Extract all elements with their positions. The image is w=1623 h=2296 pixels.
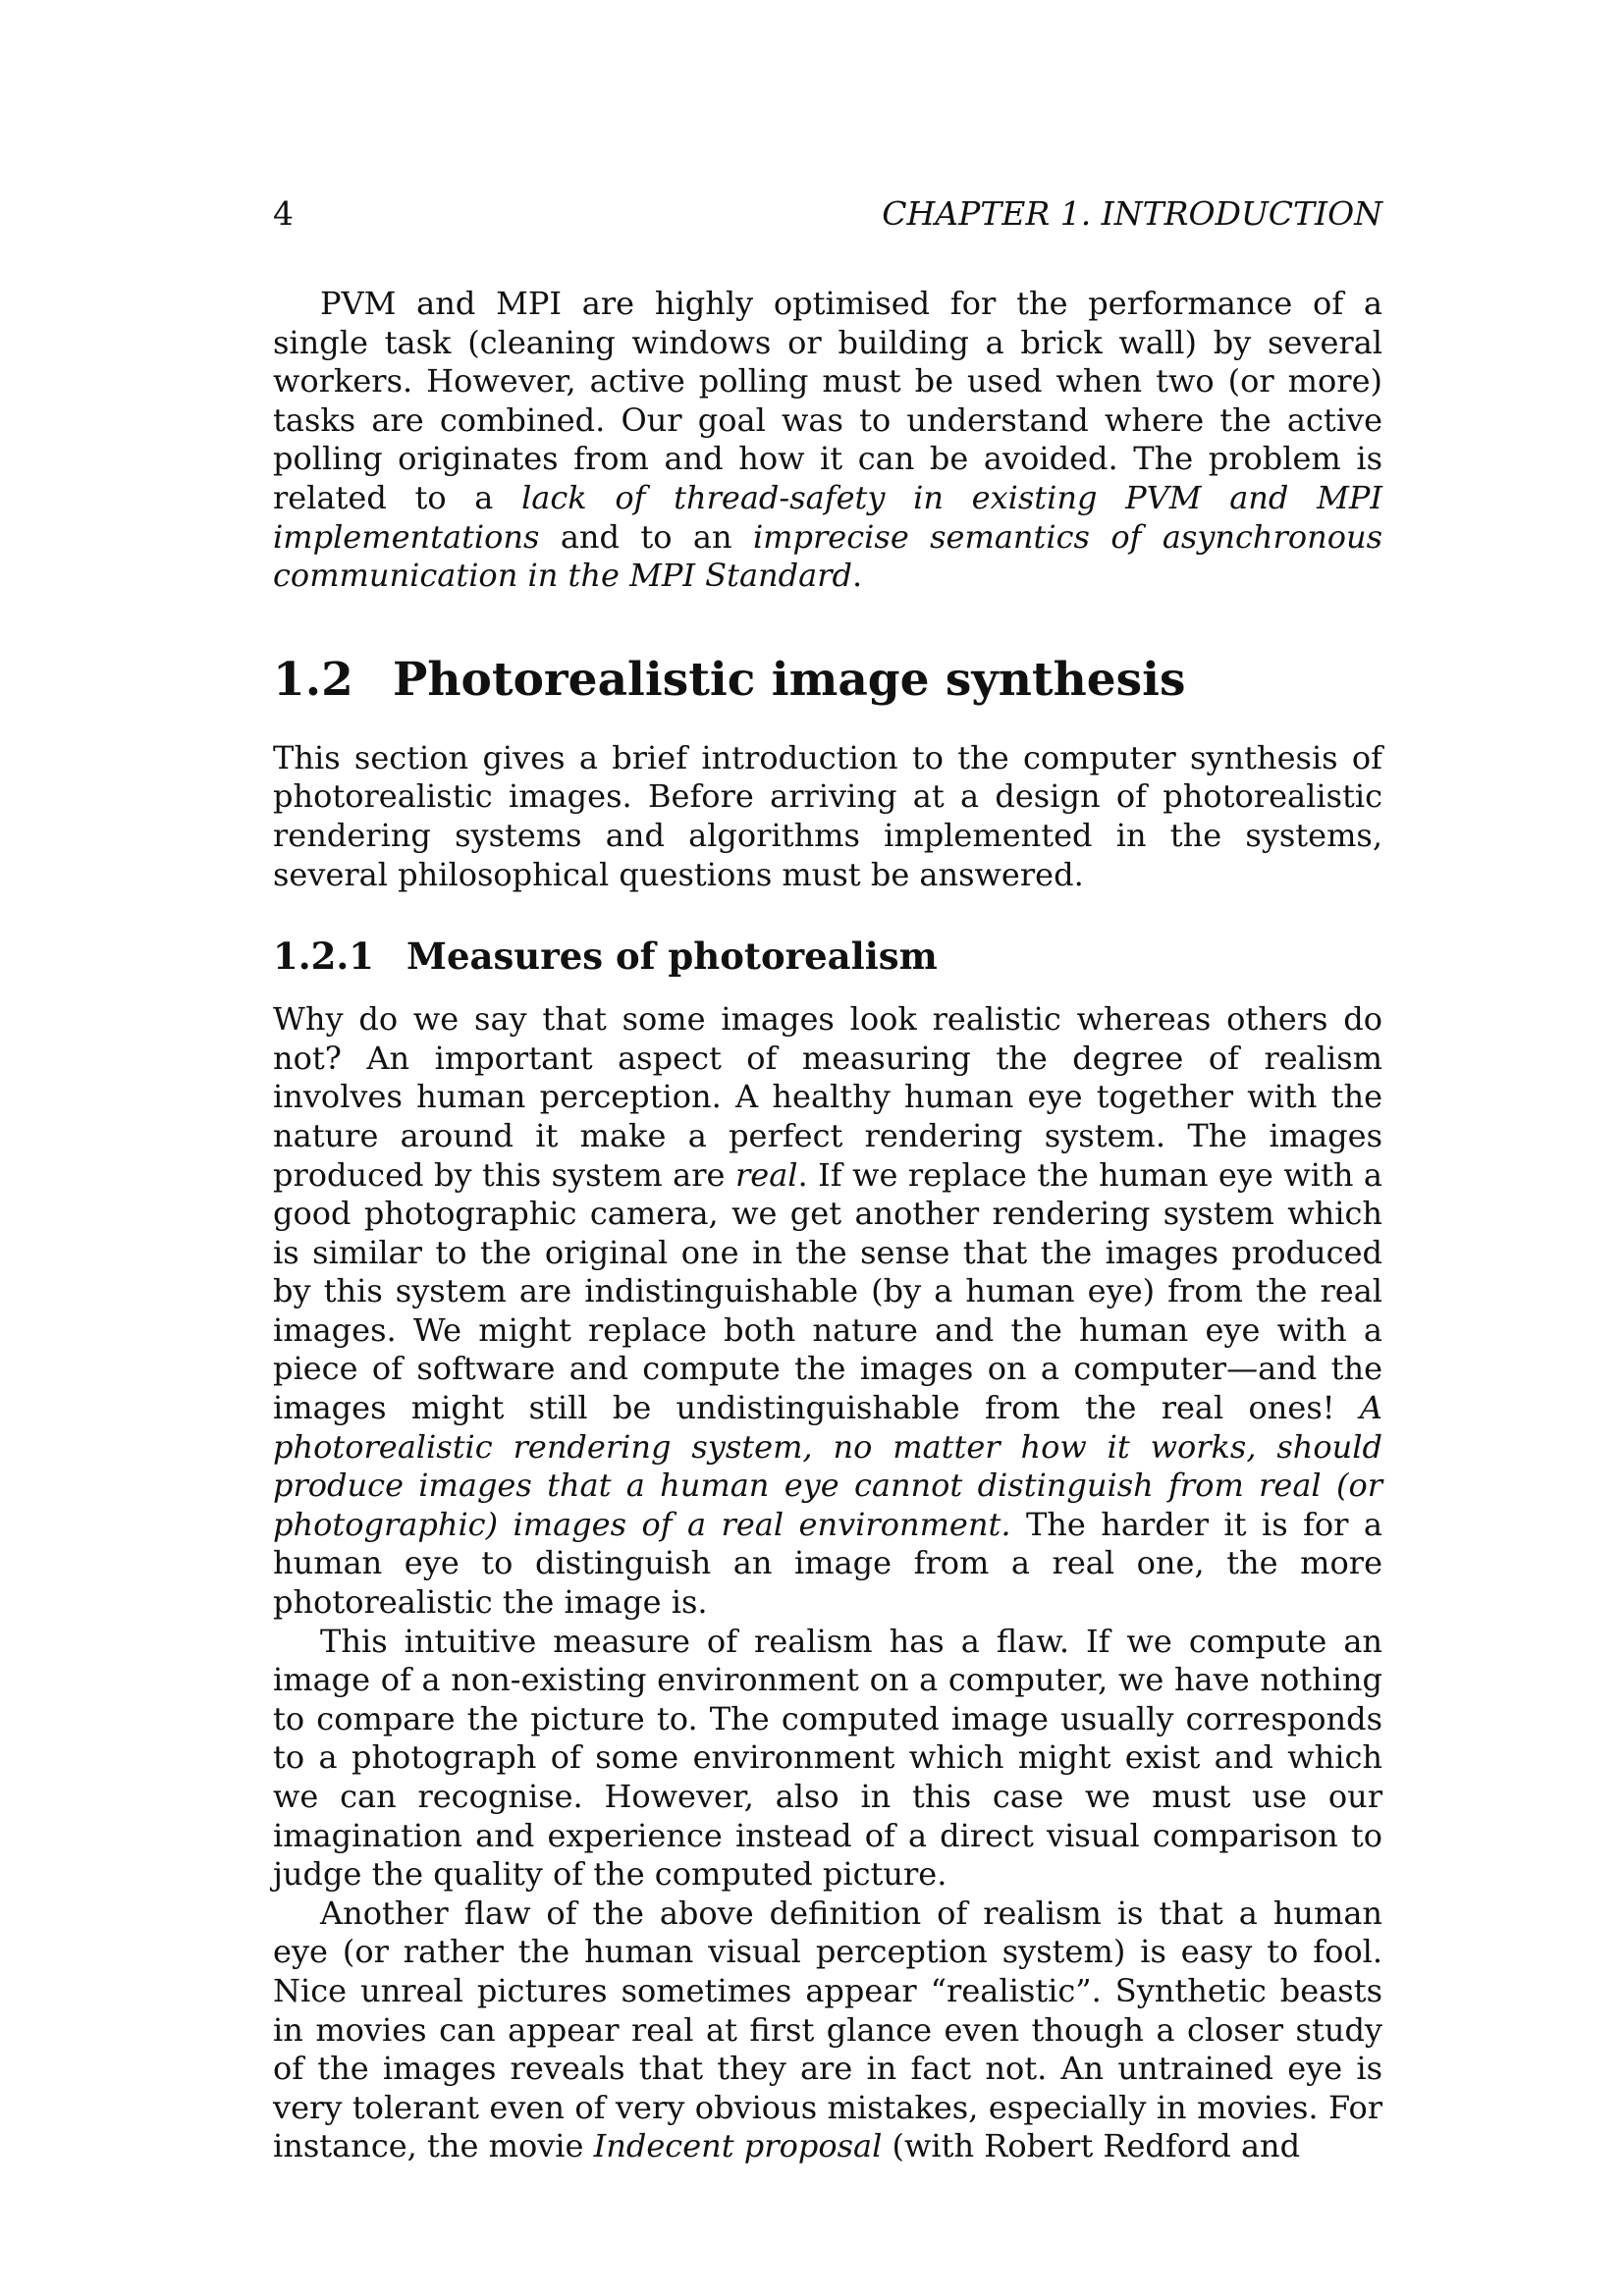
paragraph-2: This intuitive measure of realism has a flaw. If we compute an image of a non-existing environment on a computer, we have nothing to compare the picture to. The computed image usually corresponds to a photograph of some environment which might exist and which we can recognise. However, also in this case we must use our imagination and experience instead of a direct visual comparison to judge the quality of the computed picture. bbox=[273, 1622, 1382, 1894]
intro-paragraph: PVM and MPI are highly optimised for the performance of a single task (cleaning windows or building a brick wall) by several workers. However, active polling must be used when two (or more) tasks are combined. Our goal was to understand where the active polling originates from and how it can be avoided. The problem is related to a lack of thread-safety in existing PVM and MPI implementations and to an imprecise semantics of asynchronous communication in the MPI Standard. bbox=[273, 285, 1383, 595]
subsection-heading bbox=[273, 934, 1382, 979]
emphasis: lack of thread-safety in existing PVM and MPI implementations bbox=[273, 478, 1383, 556]
emphasis: imprecise semantics of asynchronous communication in the MPI Standard bbox=[273, 517, 1382, 595]
paragraph-1: Why do we say that some images look realistic whereas others do not? An important aspect of measuring the degree of realism involves human perception. A healthy human eye together with the nature around it make a perfect rendering system. The images produced by this system are real. If we replace the human eye with a good photographic camera, we get another rendering system which is similar to the original one in the sense that the images produced by this system are indistinguishable (by a human eye) from the real images. We might replace both nature and the human eye with a piece of software and compute the images on a computer—and the images might still be undistinguishable from the real ones! A photorealistic rendering system, no matter how it works, should produce images that a human eye cannot distinguish from real (or photographic) images of a real environment. The harder it is for a human eye to distinguish an image from a real one, the more photorealistic the image is. bbox=[273, 1000, 1383, 1622]
section-heading bbox=[273, 651, 1382, 710]
paragraph-3: Another flaw of the above definition of realism is that a human eye (or rather the human visual perception system) is easy to fool. Nice unreal pictures sometimes appear “realistic”. Synthetic beasts in movies can appear real at first glance even though a closer study of the images reveals that they are in fact not. An untrained eye is very tolerant even of very obvious mistakes, especially in movies. For instance, the movie Indecent proposal (with Robert Redford and bbox=[273, 1894, 1382, 2165]
section-paragraph: This section gives a brief introduction to the computer synthesis of photorealistic images. Before arriving at a design of photorealistic rendering systems and algorithms implemented in the systems, several philosophical questions must be answered. bbox=[273, 738, 1382, 893]
page-body bbox=[273, 285, 1382, 2166]
chapter-title: CHAPTER 1. INTRODUCTION bbox=[882, 194, 1382, 233]
emphasis: Indecent proposal bbox=[593, 2127, 883, 2165]
subsection-title: Measures of photorealism bbox=[406, 934, 938, 979]
section-number: 1.2 bbox=[273, 652, 353, 707]
page-number: 4 bbox=[273, 194, 294, 233]
emphasis: A photorealistic rendering system, no matter how it works, should produce images that a human eye cannot distinguish from real (or photographic) images of a real environment. bbox=[273, 1389, 1382, 1543]
section-title: Photorealistic image synthesis bbox=[393, 652, 1186, 707]
emphasis: real bbox=[734, 1155, 798, 1194]
subsection-number: 1.2.1 bbox=[273, 934, 374, 979]
